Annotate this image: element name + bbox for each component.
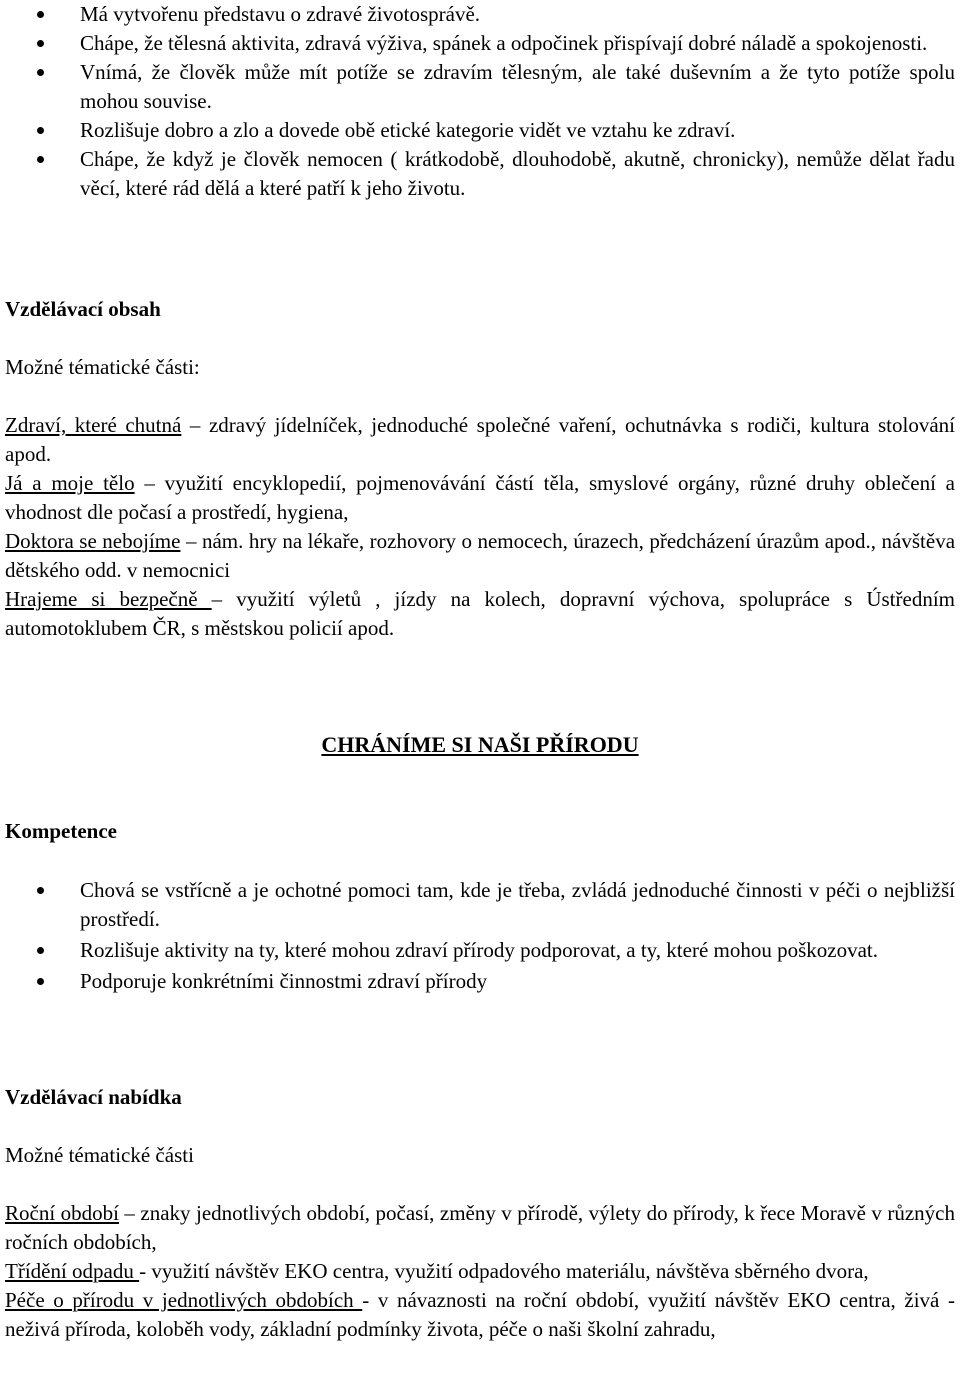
list-item: Chápe, že tělesná aktivita, zdravá výživa, spánek a odpočinek přispívají dobré náladě a spokojenosti. xyxy=(0,29,955,58)
topic-paragraph xyxy=(5,411,955,469)
topic-title: Já a moje tělo xyxy=(5,471,135,495)
topic-paragraph xyxy=(5,1286,955,1344)
topic-text: - využití návštěv EKO centra, využití odpadového materiálu, návštěva sběrného dvora, xyxy=(139,1259,869,1283)
topic-paragraph xyxy=(5,1257,955,1286)
list-item: Chápe, že když je člověk nemocen ( krátkodobě, dlouhodobě, akutně, chronicky), nemůže dělat řadu věcí, které rád dělá a které patří k jeho životu. xyxy=(0,145,955,203)
topic-title: Hrajeme si bezpečně xyxy=(5,587,212,611)
topics-block-2 xyxy=(5,1199,955,1344)
topic-title: Doktora se nebojíme xyxy=(5,529,181,553)
topic-paragraph xyxy=(5,1199,955,1257)
list-item: Vnímá, že člověk může mít potíže se zdravím tělesným, ale také duševním a že tyto potíže spolu mohou souvise. xyxy=(0,58,955,116)
top-bullet-list xyxy=(0,0,955,203)
topic-paragraph xyxy=(5,469,955,527)
topic-text: - v návaznosti na roční období, využití návštěv EKO centra, živá - neživá příroda, koloběh vody, základní podmínky života, péče o naši školní zahradu, xyxy=(5,1288,955,1341)
competence-bullet-list xyxy=(0,876,955,996)
topic-title: Roční období xyxy=(5,1201,119,1225)
topic-paragraph xyxy=(5,527,955,585)
chapter-title: CHRÁNÍME SI NAŠI PŘÍRODU xyxy=(321,732,639,757)
topic-text: – využití výletů , jízdy na kolech, dopravní výchova, spolupráce s Ústředním automotoklubem ČR, s městskou policií apod. xyxy=(5,587,955,640)
topic-paragraph xyxy=(5,585,955,643)
topic-text: – nám. hry na lékaře, rozhovory o nemocech, úrazech, předcházení úrazům apod., návštěva dětského odd. v nemocnici xyxy=(5,529,956,582)
topic-text: – znaky jednotlivých období, počasí, změny v přírodě, výlety do přírody, k řece Moravě v různých ročních obdobích, xyxy=(5,1201,955,1254)
list-item: Rozlišuje dobro a zlo a dovede obě etické kategorie vidět ve vztahu ke zdraví. xyxy=(0,116,955,145)
topic-text: – využití encyklopedií, pojmenovávání částí těla, smyslové orgány, různé druhy oblečení a vhodnost dle počasí a prostředí, hygiena, xyxy=(5,471,955,524)
section-heading-offer: Vzdělávací nabídka xyxy=(5,1085,182,1109)
list-item: Má vytvořenu představu o zdravé životosprávě. xyxy=(0,0,955,29)
topic-title: Třídění odpadu xyxy=(5,1259,140,1283)
topics-block xyxy=(5,411,955,643)
section-heading-competence: Kompetence xyxy=(5,819,117,843)
topic-text: – zdravý jídelníček, jednoduché společné vaření, ochutnávka s rodiči, kultura stolování apod. xyxy=(5,413,955,466)
topic-title: Zdraví, které chutná xyxy=(5,413,182,437)
list-item: Chová se vstřícně a je ochotné pomoci tam, kde je třeba, zvládá jednoduché činnosti v péči o nejbližší prostředí. xyxy=(0,876,955,934)
list-item: Rozlišuje aktivity na ty, které mohou zdraví přírody podporovat, a ty, které mohou poškozovat. xyxy=(0,936,955,965)
topic-title: Péče o přírodu v jednotlivých obdobích xyxy=(5,1288,363,1312)
section-subheading-topics: Možné tématické části: xyxy=(5,355,200,379)
section-subheading-topics-2: Možné tématické části xyxy=(5,1143,194,1167)
list-item: Podporuje konkrétními činnostmi zdraví přírody xyxy=(0,967,955,996)
section-heading-content: Vzdělávací obsah xyxy=(5,297,161,321)
